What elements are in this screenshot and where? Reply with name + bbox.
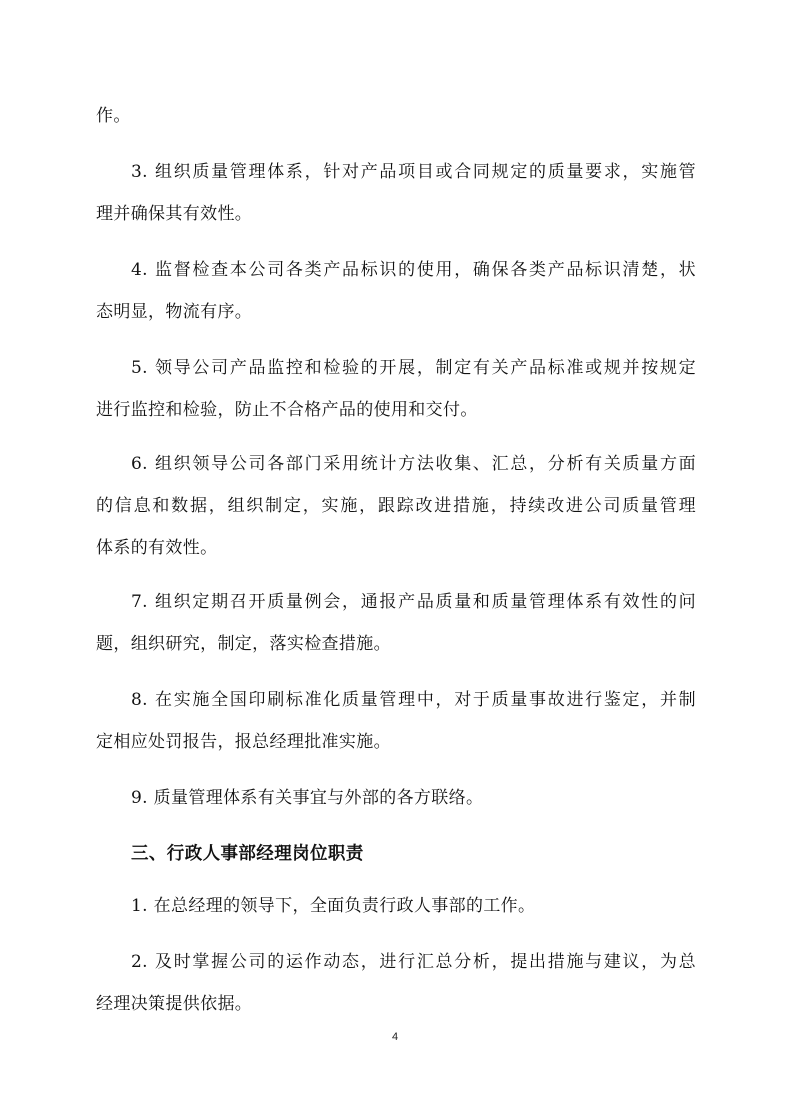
item-3-line-2: 理并确保其有效性。 bbox=[96, 204, 253, 224]
hr-item-2-line-2: 经理决策提供依据。 bbox=[96, 994, 253, 1014]
hr-item-2-line-1: 2. 及时掌握公司的运作动态，进行汇总分析，提出措施与建议，为总 bbox=[131, 952, 696, 972]
item-4-line-1: 4. 监督检查本公司各类产品标识的使用，确保各类产品标识清楚，状 bbox=[131, 260, 696, 280]
section-heading: 三、行政人事部经理岗位职责 bbox=[131, 844, 364, 864]
item-6-line-2: 的信息和数据，组织制定，实施，跟踪改进措施，持续改进公司质量管理 bbox=[96, 496, 696, 516]
item-3-line-1: 3. 组织质量管理体系，针对产品项目或合同规定的质量要求，实施管 bbox=[131, 162, 696, 182]
hr-item-1-line-1: 1. 在总经理的领导下，全面负责行政人事部的工作。 bbox=[131, 896, 536, 916]
item-6-line-1: 6. 组织领导公司各部门采用统计方法收集、汇总，分析有关质量方面 bbox=[131, 454, 696, 474]
item-6-line-3: 体系的有效性。 bbox=[96, 538, 218, 558]
item-5-line-1: 5. 领导公司产品监控和检验的开展，制定有关产品标准或规并按规定 bbox=[131, 358, 696, 378]
text-line-1: 作。 bbox=[96, 106, 131, 126]
item-9-line-1: 9. 质量管理体系有关事宜与外部的各方联络。 bbox=[131, 788, 484, 808]
item-7-line-1: 7. 组织定期召开质量例会，通报产品质量和质量管理体系有效性的问 bbox=[131, 592, 696, 612]
page-number: 4 bbox=[391, 1031, 399, 1043]
item-5-line-2: 进行监控和检验，防止不合格产品的使用和交付。 bbox=[96, 400, 478, 420]
item-4-line-2: 态明显，物流有序。 bbox=[96, 302, 253, 322]
item-8-line-1: 8. 在实施全国印刷标准化质量管理中，对于质量事故进行鉴定，并制 bbox=[131, 690, 696, 710]
item-7-line-2: 题，组织研究，制定，落实检查措施。 bbox=[96, 634, 391, 654]
item-8-line-2: 定相应处罚报告，报总经理批准实施。 bbox=[96, 732, 391, 752]
